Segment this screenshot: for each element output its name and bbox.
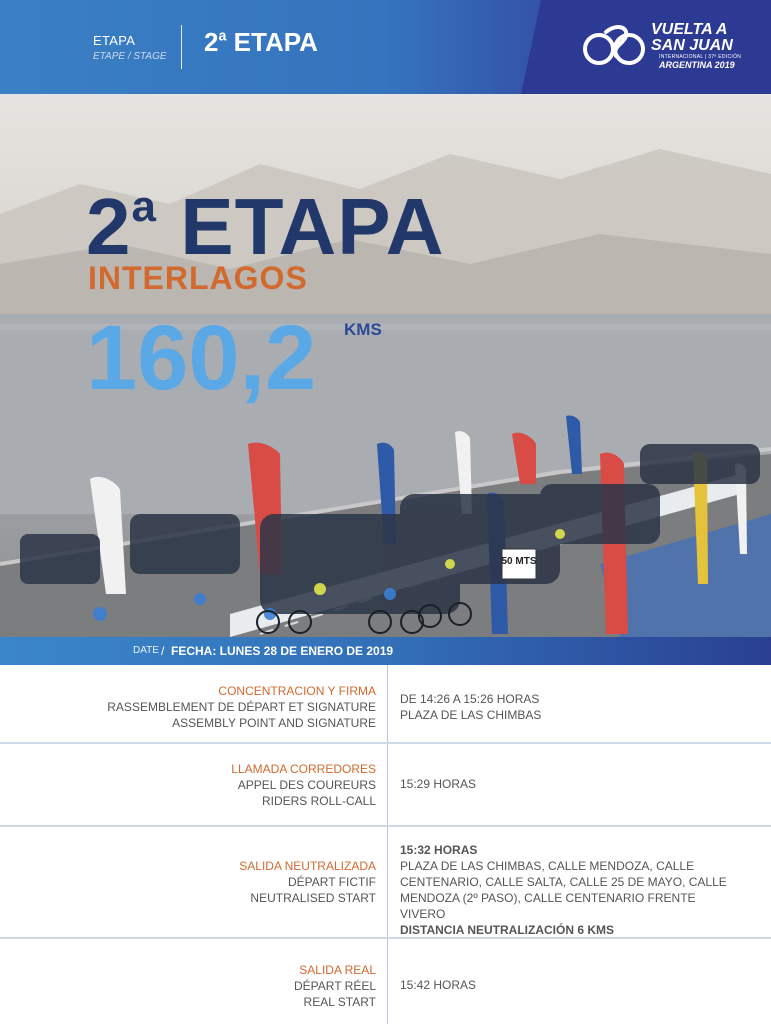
schedule-route-line: MENDOZA (2º PASO), CALLE CENTENARIO FRENTE VIVERO: [400, 891, 696, 921]
schedule-separator: [0, 825, 771, 827]
schedule-route-line: CENTENARIO, CALLE SALTA, CALLE 25 DE MAYO, CALLE: [400, 875, 727, 889]
header-bar: [0, 0, 771, 94]
schedule-place: PLAZA DE LAS CHIMBAS: [400, 708, 542, 722]
schedule-row-1-labels: [107, 683, 376, 731]
stage-title: 2$^a$ ETAPA: [86, 182, 445, 271]
cyclist-logo-icon: [582, 22, 652, 68]
schedule-row-title: SALIDA REAL: [299, 963, 376, 977]
schedule-row-3-labels: [239, 858, 376, 906]
stage-location: INTERLAGOS: [88, 260, 308, 296]
schedule-separator: [0, 937, 771, 939]
schedule-row-french: RASSEMBLEMENT DE DÉPART ET SIGNATURE: [107, 700, 376, 714]
schedule-row-title: SALIDA NEUTRALIZADA: [239, 859, 376, 873]
date-value: FECHA: LUNES 28 DE ENERO DE 2019: [171, 644, 394, 658]
date-label: DATE: [133, 645, 159, 656]
schedule-row-4-labels: [294, 962, 376, 1010]
hero-photo: [0, 94, 771, 637]
schedule-row-french: DÉPART FICTIF: [287, 875, 376, 889]
schedule-row-1-details: [400, 691, 730, 723]
schedule-neutral-distance: DISTANCIA NEUTRALIZACIÓN 6 KMS: [400, 923, 614, 937]
distance-marker-sign: 50 MTS: [501, 556, 537, 567]
schedule-row-french: DÉPART RÉEL: [293, 979, 376, 993]
schedule-row-english: RIDERS ROLL-CALL: [261, 794, 376, 808]
schedule-time: DE 14:26 A 15:26 HORAS: [400, 692, 540, 706]
schedule-route-line: PLAZA DE LAS CHIMBAS, CALLE MENDOZA, CALLE: [400, 859, 695, 873]
header-divider: [181, 25, 182, 69]
distance-unit: KMS: [344, 320, 382, 339]
schedule-separator: [0, 742, 771, 744]
stage-distance: 160,2: [86, 307, 317, 409]
schedule-row-english: NEUTRALISED START: [250, 891, 376, 905]
schedule-time: 15:32 HORAS: [400, 843, 478, 857]
logo-text-san-juan: SAN JUAN: [651, 37, 733, 54]
schedule-time: 15:29 HORAS: [400, 777, 477, 791]
schedule-row-english: ASSEMBLY POINT AND SIGNATURE: [172, 716, 376, 730]
header-stage-title: 2$^a$ ETAPA: [204, 27, 318, 57]
schedule-row-3-details: [400, 842, 730, 938]
schedule-row-english: REAL START: [303, 995, 376, 1009]
date-strip: [0, 637, 771, 665]
schedule-row-title: LLAMADA CORREDORES: [231, 762, 376, 776]
schedule-row-2-labels: [231, 761, 376, 809]
schedule-row-french: APPEL DES COUREURS: [237, 778, 376, 792]
schedule-row-title: CONCENTRACION Y FIRMA: [218, 684, 376, 698]
date-separator: /: [161, 644, 165, 658]
etape-stage-label: ETAPE / STAGE: [93, 51, 167, 62]
logo-text-vuelta: VUELTA A: [651, 21, 728, 38]
schedule-row-2-details: [400, 776, 730, 792]
etapa-label: ETAPA: [93, 33, 136, 48]
logo-text-argentina: ARGENTINA 2019: [659, 60, 735, 70]
schedule-column-divider: [387, 665, 388, 1024]
schedule-row-4-details: [400, 977, 730, 993]
logo-text-edition: INTERNACIONAL | 37ª EDICIÓN: [659, 54, 742, 60]
schedule-time: 15:42 HORAS: [400, 978, 477, 992]
